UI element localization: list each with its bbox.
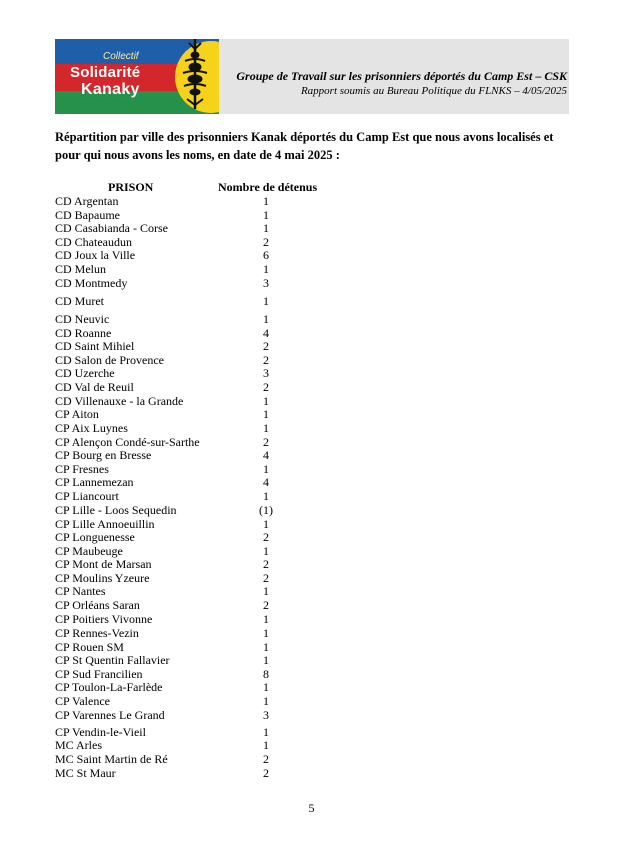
detainee-count: 1 — [263, 262, 269, 276]
detainee-count: 1 — [263, 407, 269, 421]
prison-name: CP Alençon Condé-sur-Sarthe — [55, 435, 200, 449]
detainee-count: 4 — [263, 475, 269, 489]
prison-name: CD Neuvic — [55, 312, 110, 326]
prison-name: CP Rennes-Vezin — [55, 626, 139, 640]
detainee-count: 1 — [263, 489, 269, 503]
header-title: Groupe de Travail sur les prisonniers déportés du Camp Est – CSK — [236, 69, 567, 83]
prison-name: CP Nantes — [55, 584, 106, 598]
table-row — [0, 448, 623, 462]
table-row — [0, 339, 623, 353]
detainee-count: 1 — [263, 544, 269, 558]
table-row — [0, 221, 623, 235]
detainee-count: 1 — [263, 653, 269, 667]
detainee-count: 2 — [263, 435, 269, 449]
prison-name: CD Roanne — [55, 326, 112, 340]
detainee-count: 2 — [263, 380, 269, 394]
table-row — [0, 194, 623, 208]
table-row — [0, 667, 623, 681]
detainee-count: 2 — [263, 571, 269, 585]
intro-line-1: Répartition par ville des prisonniers Kanak déportés du Camp Est que nous avons localisés et — [55, 130, 554, 144]
detainee-count: 1 — [263, 208, 269, 222]
table-row — [0, 626, 623, 640]
detainee-count: 1 — [263, 421, 269, 435]
prison-name: CP Lannemezan — [55, 475, 134, 489]
table-row — [0, 752, 623, 766]
table-row — [0, 366, 623, 380]
prison-name: CD Muret — [55, 294, 104, 308]
table-row — [0, 248, 623, 262]
detainee-count: 2 — [263, 353, 269, 367]
detainee-count: 1 — [263, 584, 269, 598]
prison-name: CD Bapaume — [55, 208, 120, 222]
intro-line-2: pour qui nous avons les noms, en date de 4 mai 2025 : — [55, 148, 340, 162]
column-header-prison: PRISON — [108, 180, 154, 194]
prison-name: CP Valence — [55, 694, 110, 708]
detainee-count: 2 — [263, 339, 269, 353]
detainee-count: 1 — [263, 725, 269, 739]
prison-name: CP Lille - Loos Sequedin — [55, 503, 177, 517]
prison-name: CP Maubeuge — [55, 544, 123, 558]
detainee-count: 1 — [263, 694, 269, 708]
prison-name: CD Uzerche — [55, 366, 115, 380]
table-row — [0, 653, 623, 667]
detainee-count: 4 — [263, 448, 269, 462]
detainee-count: 1 — [263, 221, 269, 235]
prison-name: MC St Maur — [55, 766, 116, 780]
table-row — [0, 680, 623, 694]
detainee-count: 1 — [263, 294, 269, 308]
detainee-count: 1 — [263, 626, 269, 640]
logo-text-solidarite: Solidarité — [70, 64, 141, 81]
table-row — [0, 503, 623, 517]
table-row — [0, 571, 623, 585]
detainee-count: 2 — [263, 530, 269, 544]
table-row — [0, 694, 623, 708]
prison-name: CD Chateaudun — [55, 235, 132, 249]
table-row — [0, 435, 623, 449]
table-row — [0, 394, 623, 408]
table-row — [0, 208, 623, 222]
prison-name: CD Montmedy — [55, 276, 128, 290]
table-row — [0, 462, 623, 476]
header-subtitle: Rapport soumis au Bureau Politique du FLNKS – 4/05/2025 — [300, 85, 567, 97]
logo-text-collectif: Collectif — [103, 51, 139, 62]
prison-name: CP Aix Luynes — [55, 421, 128, 435]
table-row — [0, 421, 623, 435]
detainee-count: 2 — [263, 235, 269, 249]
detainee-count: 1 — [263, 738, 269, 752]
detainee-count: 2 — [263, 752, 269, 766]
detainee-count: 1 — [263, 680, 269, 694]
prison-name: CD Argentan — [55, 194, 119, 208]
collectif-solidarite-kanaky-logo — [55, 39, 219, 114]
table-row — [0, 489, 623, 503]
prison-name: CP Sud Francilien — [55, 667, 143, 681]
column-header-count: Nombre de détenus — [218, 180, 318, 194]
table-row — [0, 294, 623, 308]
prison-name: CD Joux la Ville — [55, 248, 136, 262]
document-header — [55, 39, 569, 114]
prison-name: CD Salon de Provence — [55, 353, 164, 367]
prison-name: CD Melun — [55, 262, 106, 276]
prison-name: CP Lille Annoeuillin — [55, 517, 155, 531]
detainee-count: 3 — [263, 366, 269, 380]
detainee-count: 2 — [263, 766, 269, 780]
intro-paragraph — [55, 128, 575, 164]
prison-name: CP Toulon-La-Farlède — [55, 680, 163, 694]
table-row — [0, 544, 623, 558]
detainee-count: 3 — [263, 276, 269, 290]
detainee-count: 1 — [263, 640, 269, 654]
table-row — [0, 557, 623, 571]
detainee-count: 1 — [263, 394, 269, 408]
prison-name: CP Rouen SM — [55, 640, 124, 654]
detainee-count: 1 — [263, 517, 269, 531]
prison-name: CP St Quentin Fallavier — [55, 653, 170, 667]
detainee-count: 3 — [263, 708, 269, 722]
table-row — [0, 353, 623, 367]
table-row — [0, 235, 623, 249]
table-row — [0, 475, 623, 489]
table-row — [0, 598, 623, 612]
detainee-count: 2 — [263, 557, 269, 571]
detainee-count: 8 — [263, 667, 269, 681]
detainee-count: 4 — [263, 326, 269, 340]
prison-name: MC Saint Martin de Ré — [55, 752, 168, 766]
fleche-faitiere-icon — [180, 39, 214, 114]
prison-name: MC Arles — [55, 738, 103, 752]
table-row — [0, 584, 623, 598]
prison-name: CP Bourg en Bresse — [55, 448, 152, 462]
detainee-count: 1 — [263, 194, 269, 208]
prison-name: CP Fresnes — [55, 462, 109, 476]
table-row — [0, 738, 623, 752]
detainee-count: (1) — [259, 503, 273, 517]
prison-name: CP Moulins Yzeure — [55, 571, 150, 585]
logo-text-kanaky: Kanaky — [81, 81, 140, 98]
prison-name: CD Val de Reuil — [55, 380, 134, 394]
table-row — [0, 326, 623, 340]
table-row — [0, 517, 623, 531]
table-row — [0, 640, 623, 654]
prison-name: CP Vendin-le-Vieil — [55, 725, 146, 739]
prison-name: CP Liancourt — [55, 489, 119, 503]
prison-name: CP Orléans Saran — [55, 598, 140, 612]
table-row — [0, 725, 623, 739]
table-row — [0, 766, 623, 780]
prison-name: CP Aiton — [55, 407, 99, 421]
detainee-count: 2 — [263, 598, 269, 612]
page-number: 5 — [308, 801, 315, 815]
table-row — [0, 380, 623, 394]
prison-name: CP Longuenesse — [55, 530, 135, 544]
prison-name: CP Mont de Marsan — [55, 557, 152, 571]
detainee-count: 1 — [263, 312, 269, 326]
table-row — [0, 612, 623, 626]
table-row — [0, 312, 623, 326]
prison-name: CP Poitiers Vivonne — [55, 612, 153, 626]
table-row — [0, 276, 623, 290]
detainee-count: 6 — [263, 248, 269, 262]
prison-name: CD Casabianda - Corse — [55, 221, 168, 235]
prison-name: CD Saint Mihiel — [55, 339, 135, 353]
detainee-count: 1 — [263, 462, 269, 476]
table-row — [0, 530, 623, 544]
table-row — [0, 407, 623, 421]
table-row — [0, 262, 623, 276]
detainee-count: 1 — [263, 612, 269, 626]
table-row — [0, 708, 623, 722]
prison-name: CP Varennes Le Grand — [55, 708, 165, 722]
prison-name: CD Villenauxe - la Grande — [55, 394, 184, 408]
